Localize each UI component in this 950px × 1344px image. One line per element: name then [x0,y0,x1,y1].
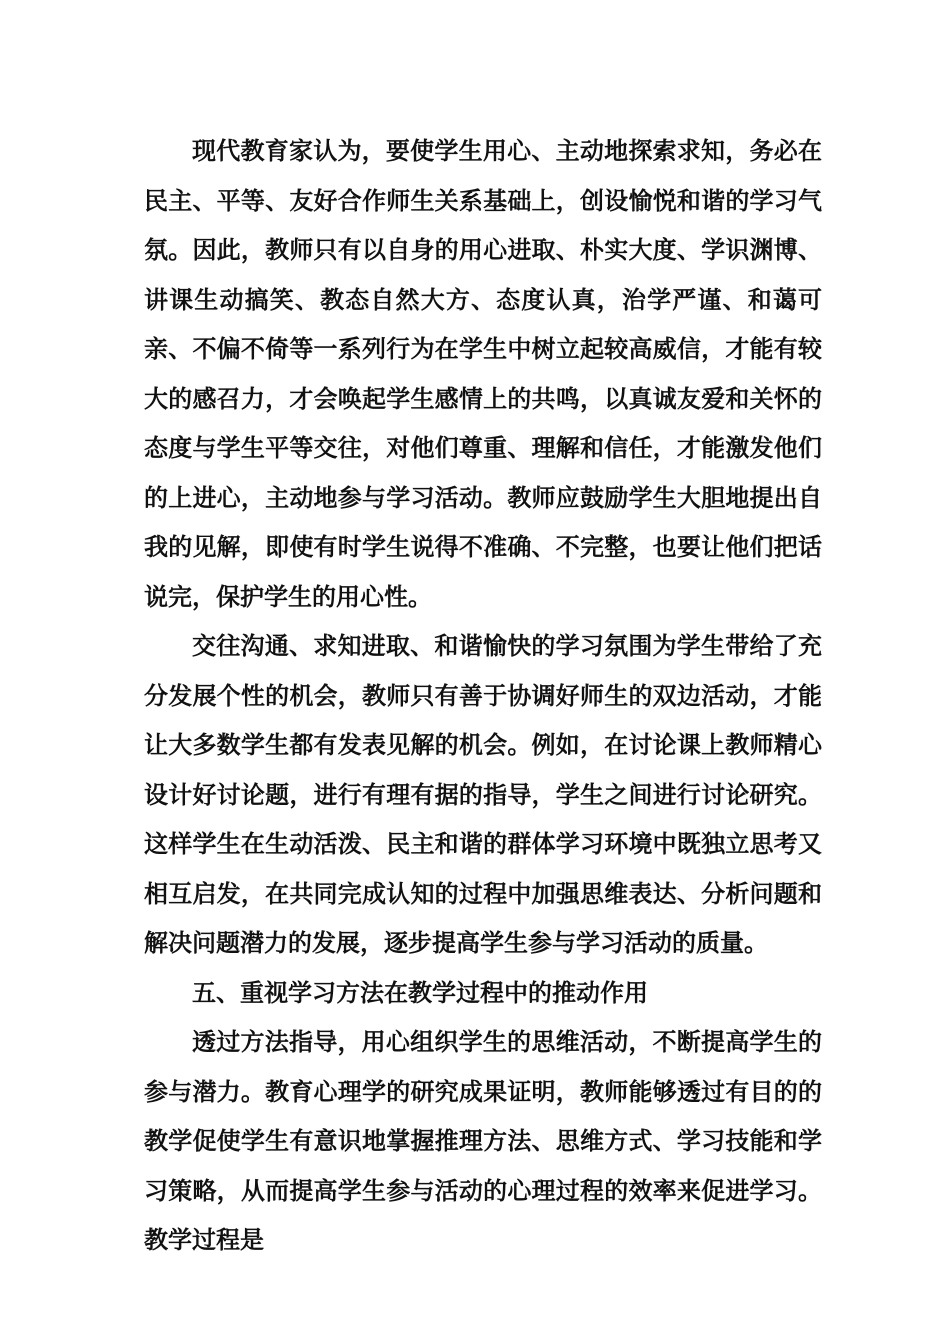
paragraph-teacher-student-relationship: 现代教育家认为，要使学生用心、主动地探索求知，务必在民主、平等、友好合作师生关系基础上，创设愉悦和谐的学习气氛。因此，教师只有以自身的用心进取、朴实大度、学识渊博、讲课生动搞笑、教态自然大方、态度认真，治学严谨、和蔼可亲、不偏不倚等一系列行为在学生中树立起较高威信，才能有较大的感召力，才会唤起学生感情上的共鸣，以真诚友爱和关怀的态度与学生平等交往，对他们尊重、理解和信任，才能激发他们的上进心，主动地参与学习活动。教师应鼓励学生大胆地提出自我的见解，即使有时学生说得不准确、不完整，也要让他们把话说完，保护学生的用心性。 [144,136,822,611]
document-body [144,126,822,1265]
paragraph-learning-atmosphere: 交往沟通、求知进取、和谐愉快的学习氛围为学生带给了充分发展个性的机会，教师只有善于协调好师生的双边活动，才能让大多数学生都有发表见解的机会。例如，在讨论课上教师精心设计好讨论题，进行有理有据的指导，学生之间进行讨论研究。这样学生在生动活泼、民主和谐的群体学习环境中既独立思考又相互启发，在共同完成认知的过程中加强思维表达、分析问题和解决问题潜力的发展，逐步提高学生参与学习活动的质量。 [144,631,822,957]
section-heading: 五、重视学习方法在教学过程中的推动作用 [192,977,648,1007]
paragraph-learning-methods: 透过方法指导，用心组织学生的思维活动，不断提高学生的参与潜力。教育心理学的研究成果证明，教师能够透过有目的的教学促使学生有意识地掌握推理方法、思维方式、学习技能和学习策略，从而提高学生参与活动的心理过程的效率来促进学习。教学过程是 [144,1027,822,1254]
